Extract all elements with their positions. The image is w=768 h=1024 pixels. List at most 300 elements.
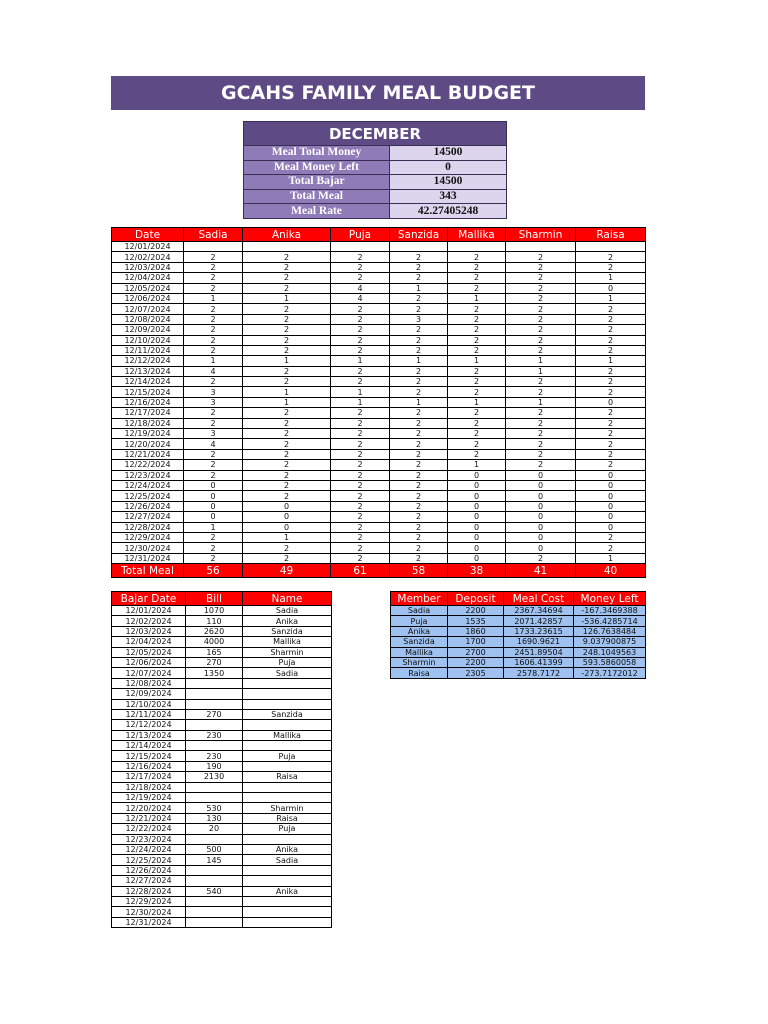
table-cell: 2 [390, 345, 448, 355]
table-row [112, 834, 332, 844]
table-row [112, 772, 332, 782]
table-cell: 1860 [448, 626, 504, 636]
column-header: Mallika [448, 228, 506, 242]
table-cell: 12/21/2024 [112, 449, 184, 459]
table-cell: 2 [576, 408, 646, 418]
table-cell: 2 [506, 439, 576, 449]
table-cell: 2 [576, 377, 646, 387]
table-row [112, 262, 646, 272]
column-header: Bill [186, 592, 243, 606]
table-row [112, 418, 646, 428]
total-cell: 61 [331, 564, 390, 578]
table-cell: 2 [331, 532, 390, 542]
table-cell: 2 [390, 304, 448, 314]
table-cell [243, 741, 332, 751]
table-row [112, 741, 332, 751]
table-cell: 2 [331, 439, 390, 449]
table-cell: 2 [243, 553, 331, 563]
table-cell: 2 [576, 252, 646, 262]
table-cell: Raisa [243, 813, 332, 823]
table-cell: Sanzida [243, 709, 332, 719]
table-cell: 3 [184, 397, 243, 407]
table-row [112, 637, 332, 647]
table-cell: 2 [448, 449, 506, 459]
table-cell: 2620 [186, 626, 243, 636]
column-header: Meal Cost [504, 592, 574, 606]
table-cell: 2 [390, 512, 448, 522]
summary-row [244, 204, 507, 219]
total-cell: 56 [184, 564, 243, 578]
table-cell: 540 [186, 886, 243, 896]
table-cell: 2 [448, 314, 506, 324]
table-cell: 0 [506, 470, 576, 480]
table-cell: Sadia [243, 606, 332, 616]
table-cell: 2 [331, 252, 390, 262]
table-row [112, 325, 646, 335]
table-cell: 2 [506, 387, 576, 397]
table-cell: 12/29/2024 [112, 896, 186, 906]
table-cell: 593.5860058 [574, 657, 646, 667]
table-cell: 12/22/2024 [112, 460, 184, 470]
table-cell: 2 [390, 532, 448, 542]
table-cell: 12/15/2024 [112, 387, 184, 397]
table-cell: 12/13/2024 [112, 366, 184, 376]
column-header: Anika [243, 228, 331, 242]
table-cell: Raisa [243, 772, 332, 782]
table-cell: 0 [448, 553, 506, 563]
table-cell: 0 [506, 491, 576, 501]
table-cell: 20 [186, 824, 243, 834]
table-row [112, 751, 332, 761]
table-cell: 12/17/2024 [112, 408, 184, 418]
column-header: Member [391, 592, 448, 606]
table-cell: 2 [331, 553, 390, 563]
table-cell: Anika [243, 844, 332, 854]
table-cell: 2071.42857 [504, 616, 574, 626]
table-cell: 2 [184, 252, 243, 262]
table-cell: 4 [184, 439, 243, 449]
total-cell: 40 [576, 564, 646, 578]
table-cell: 2 [576, 304, 646, 314]
table-row [112, 824, 332, 834]
table-cell: 12/03/2024 [112, 262, 184, 272]
table-cell: 1535 [448, 616, 504, 626]
table-cell: 2 [243, 325, 331, 335]
table-cell: 12/10/2024 [112, 335, 184, 345]
table-cell: 2 [331, 325, 390, 335]
table-row [112, 689, 332, 699]
table-cell: 2200 [448, 657, 504, 667]
table-row [112, 917, 332, 927]
table-cell: 4 [184, 366, 243, 376]
table-row [391, 616, 646, 626]
table-cell: 0 [448, 543, 506, 553]
table-cell: 2 [184, 273, 243, 283]
table-cell [186, 782, 243, 792]
table-row [112, 616, 332, 626]
table-cell: Mallika [243, 637, 332, 647]
table-row [112, 896, 332, 906]
table-cell: Puja [243, 824, 332, 834]
table-cell: Sharmin [243, 647, 332, 657]
table-row [112, 512, 646, 522]
table-row [391, 637, 646, 647]
table-cell: 4 [331, 293, 390, 303]
table-cell: 1 [506, 366, 576, 376]
table-row [112, 865, 332, 875]
table-cell: 12/05/2024 [112, 647, 186, 657]
table-row [112, 449, 646, 459]
table-cell: 2 [576, 418, 646, 428]
table-cell: 0 [576, 470, 646, 480]
table-cell: 2 [331, 522, 390, 532]
column-header: Bajar Date [112, 592, 186, 606]
table-cell [243, 907, 332, 917]
table-cell: 0 [576, 397, 646, 407]
table-cell: Sadia [243, 855, 332, 865]
table-row [112, 501, 646, 511]
table-cell: 2 [331, 429, 390, 439]
table-row [112, 314, 646, 324]
table-cell: 2 [576, 366, 646, 376]
table-cell: 0 [576, 480, 646, 490]
table-cell: 2 [390, 408, 448, 418]
table-row [112, 647, 332, 657]
table-cell: 12/01/2024 [112, 242, 184, 252]
table-cell: 2 [448, 429, 506, 439]
table-cell: 2 [448, 273, 506, 283]
table-cell: Sanzida [391, 637, 448, 647]
table-cell: Sadia [391, 606, 448, 616]
table-row [391, 606, 646, 616]
summary-label: Total Bajar [244, 175, 390, 190]
table-cell: 2 [243, 283, 331, 293]
table-cell [186, 678, 243, 688]
table-cell: 12/01/2024 [112, 606, 186, 616]
table-cell: 12/26/2024 [112, 865, 186, 875]
table-cell: 2 [390, 418, 448, 428]
table-cell: 2130 [186, 772, 243, 782]
table-cell: 0 [506, 543, 576, 553]
summary-label: Meal Money Left [244, 160, 390, 175]
total-cell: Total Meal [112, 564, 184, 578]
table-row [112, 553, 646, 563]
table-row [112, 886, 332, 896]
total-cell: 38 [448, 564, 506, 578]
table-cell: 12/29/2024 [112, 532, 184, 542]
table-cell: 2 [390, 439, 448, 449]
table-cell: 2 [576, 449, 646, 459]
table-cell: 12/13/2024 [112, 730, 186, 740]
table-cell: 1 [506, 397, 576, 407]
table-cell: 2 [243, 314, 331, 324]
table-cell: 2578.7172 [504, 668, 574, 678]
table-cell: 12/30/2024 [112, 543, 184, 553]
table-cell: 1 [243, 532, 331, 542]
table-cell: 2 [390, 470, 448, 480]
table-cell: 130 [186, 813, 243, 823]
table-cell: 0 [506, 501, 576, 511]
table-cell: 12/03/2024 [112, 626, 186, 636]
table-cell: 248.1049563 [574, 647, 646, 657]
table-cell: 12/04/2024 [112, 273, 184, 283]
table-row [112, 668, 332, 678]
table-row [112, 252, 646, 262]
table-cell: 2 [331, 449, 390, 459]
table-cell: 0 [576, 512, 646, 522]
table-cell: 2305 [448, 668, 504, 678]
table-cell: 12/11/2024 [112, 709, 186, 719]
table-cell [186, 699, 243, 709]
table-cell: 12/21/2024 [112, 813, 186, 823]
table-cell: 2 [243, 460, 331, 470]
table-cell: 2 [576, 532, 646, 542]
table-cell: 1 [576, 273, 646, 283]
table-cell: 2 [390, 501, 448, 511]
total-cell: 41 [506, 564, 576, 578]
table-cell: 12/27/2024 [112, 876, 186, 886]
table-cell: 2 [390, 429, 448, 439]
summary-label: Total Meal [244, 189, 390, 204]
table-cell: 2 [331, 366, 390, 376]
table-cell: 12/19/2024 [112, 793, 186, 803]
table-cell: Sharmin [243, 803, 332, 813]
table-cell: 1 [331, 356, 390, 366]
column-header: Raisa [576, 228, 646, 242]
column-header: Sanzida [390, 228, 448, 242]
table-cell: -273.7172012 [574, 668, 646, 678]
table-cell: 2 [331, 501, 390, 511]
summary-row [244, 146, 507, 161]
table-cell: 12/16/2024 [112, 761, 186, 771]
table-cell: 2 [243, 273, 331, 283]
table-row [112, 720, 332, 730]
table-cell: 12/28/2024 [112, 522, 184, 532]
table-cell: 2 [448, 325, 506, 335]
table-cell: 12/09/2024 [112, 325, 184, 335]
table-cell: 12/31/2024 [112, 553, 184, 563]
table-row [112, 907, 332, 917]
table-cell: 2 [243, 335, 331, 345]
table-cell: 12/09/2024 [112, 689, 186, 699]
summary-value: 0 [390, 160, 507, 175]
table-cell: 12/23/2024 [112, 470, 184, 480]
table-cell: 2 [390, 252, 448, 262]
table-row [112, 283, 646, 293]
table-cell: 2 [506, 325, 576, 335]
table-cell: Mallika [243, 730, 332, 740]
table-cell: 2 [448, 439, 506, 449]
table-cell: 12/14/2024 [112, 741, 186, 751]
table-row [112, 480, 646, 490]
table-row [391, 657, 646, 667]
table-cell: 12/12/2024 [112, 356, 184, 366]
table-cell: 2 [390, 325, 448, 335]
table-cell: 2 [390, 543, 448, 553]
table-cell: Sadia [243, 668, 332, 678]
table-cell: Mallika [391, 647, 448, 657]
table-cell: 1690.9621 [504, 637, 574, 647]
table-cell: 500 [186, 844, 243, 854]
table-cell: -167.3469388 [574, 606, 646, 616]
table-cell: 0 [576, 283, 646, 293]
table-cell [243, 699, 332, 709]
table-cell: Raisa [391, 668, 448, 678]
table-cell: 2 [243, 480, 331, 490]
table-cell: 1 [390, 397, 448, 407]
table-cell [506, 242, 576, 252]
table-cell: 2 [576, 439, 646, 449]
table-cell: 2 [331, 335, 390, 345]
table-cell: 2 [184, 553, 243, 563]
table-cell [243, 917, 332, 927]
table-cell: -536.4285714 [574, 616, 646, 626]
column-header: Sadia [184, 228, 243, 242]
table-cell: 2 [243, 345, 331, 355]
page-title: GCAHS FAMILY MEAL BUDGET [111, 76, 645, 110]
table-cell: 12/15/2024 [112, 751, 186, 761]
table-cell: 1070 [186, 606, 243, 616]
table-cell: 2 [184, 262, 243, 272]
table-cell: 2 [331, 418, 390, 428]
table-cell: 2 [331, 491, 390, 501]
table-cell: 230 [186, 730, 243, 740]
table-cell: 2 [243, 377, 331, 387]
table-cell: 145 [186, 855, 243, 865]
table-cell [186, 689, 243, 699]
table-cell: 2 [448, 377, 506, 387]
table-cell: 1 [390, 356, 448, 366]
table-cell: 1 [448, 356, 506, 366]
table-cell: 12/20/2024 [112, 803, 186, 813]
table-cell: 12/30/2024 [112, 907, 186, 917]
table-row [112, 242, 646, 252]
table-cell: 2 [448, 304, 506, 314]
table-cell: 270 [186, 709, 243, 719]
table-cell: 12/08/2024 [112, 678, 186, 688]
table-cell: 3 [184, 387, 243, 397]
table-cell: 2 [448, 387, 506, 397]
table-cell: 2 [506, 429, 576, 439]
table-cell: 2 [331, 460, 390, 470]
table-cell: 1 [448, 397, 506, 407]
total-cell: 49 [243, 564, 331, 578]
table-cell [331, 242, 390, 252]
table-cell: 2 [576, 460, 646, 470]
table-cell: 2 [184, 532, 243, 542]
table-cell: 12/06/2024 [112, 293, 184, 303]
table-cell: 2 [390, 522, 448, 532]
total-cell: 58 [390, 564, 448, 578]
table-cell [576, 242, 646, 252]
table-cell [186, 834, 243, 844]
table-cell: 0 [448, 522, 506, 532]
table-cell: 12/18/2024 [112, 418, 184, 428]
table-cell: 2367.34694 [504, 606, 574, 616]
table-cell: 230 [186, 751, 243, 761]
table-cell [186, 865, 243, 875]
table-row [112, 844, 332, 854]
table-cell: 12/12/2024 [112, 720, 186, 730]
table-cell: 0 [506, 532, 576, 542]
table-cell: 2 [184, 314, 243, 324]
table-cell: 1 [184, 293, 243, 303]
table-cell: 2 [390, 480, 448, 490]
table-cell: 0 [243, 501, 331, 511]
table-cell: 2 [331, 345, 390, 355]
table-cell: 0 [576, 522, 646, 532]
table-row [112, 293, 646, 303]
table-cell: 2451.89504 [504, 647, 574, 657]
summary-panel [243, 121, 507, 219]
column-header: Puja [331, 228, 390, 242]
table-cell: 2 [576, 314, 646, 324]
table-cell [186, 793, 243, 803]
table-cell: 2 [331, 377, 390, 387]
table-cell: 165 [186, 647, 243, 657]
summary-value: 14500 [390, 146, 507, 161]
table-row [391, 626, 646, 636]
table-row [112, 543, 646, 553]
table-row [112, 439, 646, 449]
table-cell: 2 [243, 418, 331, 428]
table-cell: 2 [448, 335, 506, 345]
table-row [112, 532, 646, 542]
table-cell [243, 242, 331, 252]
table-cell: 0 [184, 501, 243, 511]
table-cell: 12/06/2024 [112, 657, 186, 667]
table-cell: 2 [243, 262, 331, 272]
table-row [112, 782, 332, 792]
table-cell: 2 [184, 325, 243, 335]
table-cell: 2 [506, 408, 576, 418]
table-cell: 2 [331, 470, 390, 480]
column-header: Deposit [448, 592, 504, 606]
table-cell: 1 [576, 293, 646, 303]
table-cell: 1 [331, 397, 390, 407]
table-cell: 2 [243, 439, 331, 449]
summary-row [244, 175, 507, 190]
table-cell: 12/04/2024 [112, 637, 186, 647]
table-cell [243, 793, 332, 803]
table-cell: 2 [331, 543, 390, 553]
table-cell: 2 [390, 460, 448, 470]
table-cell: 2 [243, 304, 331, 314]
table-cell: 12/24/2024 [112, 480, 184, 490]
total-row [112, 564, 646, 578]
table-cell: 0 [184, 491, 243, 501]
table-cell: 2 [243, 366, 331, 376]
table-cell [184, 242, 243, 252]
table-cell: 12/24/2024 [112, 844, 186, 854]
table-cell: 2 [331, 512, 390, 522]
summary-value: 14500 [390, 175, 507, 190]
table-cell: 12/28/2024 [112, 886, 186, 896]
table-row [112, 606, 332, 616]
table-cell: Puja [243, 751, 332, 761]
table-cell: 12/18/2024 [112, 782, 186, 792]
table-cell: 12/23/2024 [112, 834, 186, 844]
table-cell: 0 [448, 480, 506, 490]
table-cell: 0 [184, 480, 243, 490]
table-cell: 2 [576, 325, 646, 335]
table-row [112, 699, 332, 709]
table-cell: 12/08/2024 [112, 314, 184, 324]
table-cell: 126.7638484 [574, 626, 646, 636]
table-cell: Puja [391, 616, 448, 626]
column-header: Name [243, 592, 332, 606]
table-cell: 2 [576, 429, 646, 439]
